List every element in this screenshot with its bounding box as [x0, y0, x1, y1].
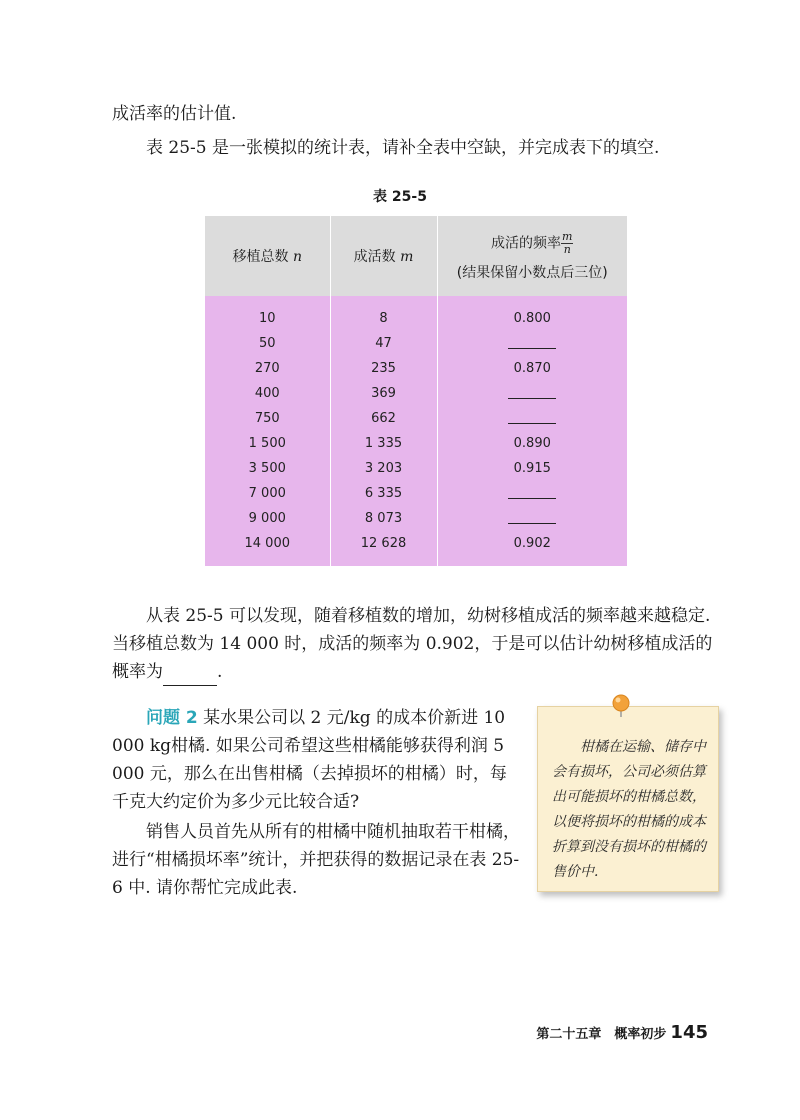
fill-in-blank[interactable] — [508, 509, 556, 524]
var-m: m — [400, 249, 414, 265]
header-survival-frequency: 成活的频率 $\frac{m}{n}$ (结果保留小数点后三位) — [437, 216, 627, 296]
cell-rate-blank — [437, 381, 627, 406]
conclusion-paragraph: 从表 25-5 可以发现，随着移植数的增加，幼树移植成活的频率越来越稳定. 当移植总数为 14 000 时，成活的频率为 0.902，于是可以估计幼树移植成活的概率为 . — [112, 602, 722, 686]
cell-n: 270 — [205, 356, 330, 381]
cell-m: 662 — [330, 406, 437, 431]
cell-rate-blank — [437, 331, 627, 356]
fill-in-blank[interactable] — [508, 334, 556, 349]
table-row — [205, 296, 627, 331]
table-row — [205, 356, 627, 381]
table-row — [205, 331, 627, 356]
cell-rate-blank — [437, 481, 627, 506]
answer-blank[interactable] — [163, 667, 217, 686]
cell-rate: 0.902 — [437, 531, 627, 566]
fill-in-blank[interactable] — [508, 484, 556, 499]
table-row — [205, 381, 627, 406]
cell-n: 7 000 — [205, 481, 330, 506]
fill-in-blank[interactable] — [508, 409, 556, 424]
cell-n: 9 000 — [205, 506, 330, 531]
table-header-row — [205, 216, 627, 296]
intro-line-1: 成活率的估计值. — [112, 104, 237, 124]
cell-m: 3 203 — [330, 456, 437, 481]
side-note — [537, 706, 719, 892]
cell-rate-blank — [437, 406, 627, 431]
cell-n: 3 500 — [205, 456, 330, 481]
var-n: n — [292, 249, 302, 265]
table-row — [205, 431, 627, 456]
table-row — [205, 531, 627, 566]
table-body — [205, 296, 627, 566]
cell-n: 750 — [205, 406, 330, 431]
cell-n: 14 000 — [205, 531, 330, 566]
table-row — [205, 481, 627, 506]
header-rounding-note: (结果保留小数点后三位) — [456, 264, 608, 281]
table-row — [205, 456, 627, 481]
cell-rate: 0.915 — [437, 456, 627, 481]
table-caption: 表 25-5 — [373, 189, 427, 205]
cell-m: 12 628 — [330, 531, 437, 566]
problem-2-paragraph: 问题 2 某水果公司以 2 元/kg 的成本价新进 10 000 kg柑橘. 如果公司希望这些柑橘能够获得利润 5 000 元，那么在出售柑橘（去掉损坏的柑橘）时，每千克大约定价为多少元比较合适? — [112, 708, 507, 812]
cell-m: 6 335 — [330, 481, 437, 506]
cell-m: 8 — [330, 296, 437, 331]
intro-line-2: 表 25-5 是一张模拟的统计表，请补全表中空缺，并完成表下的填空. — [146, 138, 660, 158]
cell-m: 47 — [330, 331, 437, 356]
side-note-text: 柑橘在运输、储存中会有损坏，公司必须估算出可能损坏的柑橘总数，以便将损坏的柑橘的成本折算到没有损坏的柑橘的售价中. — [552, 739, 706, 880]
header-total-transplanted: 移植总数 n — [205, 216, 330, 296]
cell-n: 50 — [205, 331, 330, 356]
cell-m: 8 073 — [330, 506, 437, 531]
cell-m: 235 — [330, 356, 437, 381]
pushpin-icon — [610, 694, 632, 718]
cell-rate-blank — [437, 506, 627, 531]
page-number: 145 — [670, 1022, 708, 1043]
problem-label: 问题 2 — [146, 708, 198, 728]
cell-n: 1 500 — [205, 431, 330, 456]
fill-in-blank[interactable] — [508, 384, 556, 399]
table-row — [205, 506, 627, 531]
fraction-m-over-n: $\frac{m}{n}$ — [562, 229, 573, 256]
chapter-title: 第二十五章 概率初步 — [536, 1027, 667, 1042]
survival-rate-table — [205, 216, 627, 566]
cell-n: 400 — [205, 381, 330, 406]
cell-rate: 0.890 — [437, 431, 627, 456]
page-footer — [536, 1022, 708, 1043]
cell-n: 10 — [205, 296, 330, 331]
table-row — [205, 406, 627, 431]
sales-paragraph: 销售人员首先从所有的柑橘中随机抽取若干柑橘，进行“柑橘损坏率”统计，并把获得的数据记录在表 25-6 中. 请你帮忙完成此表. — [112, 822, 520, 898]
cell-m: 1 335 — [330, 431, 437, 456]
cell-rate: 0.800 — [437, 296, 627, 331]
header-survived: 成活数 m — [330, 216, 437, 296]
cell-rate: 0.870 — [437, 356, 627, 381]
cell-m: 369 — [330, 381, 437, 406]
